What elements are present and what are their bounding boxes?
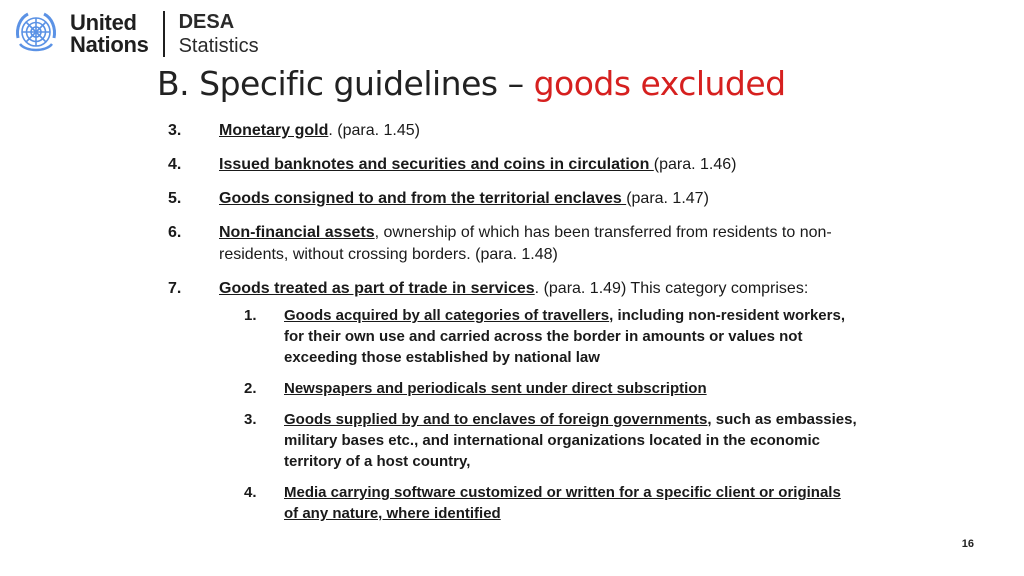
item-rest: , ownership of which has been transferred from residents to non-residents, without crossing borders. (para. 1.48)	[219, 224, 832, 263]
item-text	[219, 120, 858, 142]
sub-item-lead: Goods acquired by all categories of travellers	[284, 307, 610, 324]
item-number: 3.	[168, 122, 182, 139]
item-lead: Issued banknotes and securities and coins in circulation	[219, 156, 654, 173]
item-lead: Monetary gold	[219, 122, 329, 139]
item-number: 4.	[168, 156, 182, 173]
item-number: 7.	[168, 280, 182, 297]
sub-item-number: 4.	[244, 484, 257, 501]
item-rest: (para. 1.47)	[626, 190, 709, 207]
title-accent: goods excluded	[533, 64, 786, 103]
sub-item-lead: Goods supplied by and to enclaves of foreign governments	[284, 411, 708, 428]
sub-item-number: 2.	[244, 380, 257, 397]
sub-item-rest: , including non-resident workers, for their own use and carried across the border in amounts or values not exceeding those established by national law	[284, 307, 845, 366]
list-item	[168, 154, 858, 176]
org-line-1: United	[70, 10, 137, 35]
item-rest: . (para. 1.45)	[328, 122, 420, 139]
item-rest: (para. 1.46)	[653, 156, 737, 173]
header	[10, 8, 259, 60]
sub-list-item	[244, 409, 858, 472]
list-item	[168, 222, 858, 266]
item-text	[219, 154, 858, 176]
org-name	[70, 12, 149, 56]
sub-item-text	[284, 482, 858, 524]
sub-item-text	[284, 305, 858, 368]
list-item	[168, 120, 858, 142]
sub-item-lead: Newspapers and periodicals sent under direct subscription	[284, 380, 707, 397]
guidelines-list	[168, 120, 858, 546]
item-number: 6.	[168, 224, 182, 241]
title-main: B. Specific guidelines –	[157, 64, 534, 103]
item-lead: Non-financial assets	[219, 224, 375, 241]
sub-list-item	[244, 305, 858, 368]
org-line-2: Nations	[70, 32, 149, 57]
list-item	[168, 278, 858, 534]
item-text	[219, 278, 858, 534]
item-text	[219, 188, 858, 210]
header-divider	[163, 11, 165, 57]
sub-item-number: 3.	[244, 411, 257, 428]
sub-item-rest: , such as embassies, military bases etc., and international organizations located in the economic territory of a host country,	[284, 411, 857, 470]
item-text	[219, 222, 858, 266]
sub-list	[244, 305, 858, 524]
sub-item-lead: Media carrying software customized or written for a specific client or originals of any nature, where identified	[284, 484, 841, 522]
item-lead: Goods treated as part of trade in services	[219, 280, 535, 297]
item-rest: . (para. 1.49) This category comprises:	[534, 280, 809, 297]
sub-item-text	[284, 409, 858, 472]
slide-title	[157, 64, 786, 103]
sub-item-text	[284, 378, 707, 399]
sub-list-item	[244, 378, 858, 399]
sub-list-item	[244, 482, 858, 524]
list-item	[168, 188, 858, 210]
sub-item-number: 1.	[244, 307, 257, 324]
item-number: 5.	[168, 190, 182, 207]
un-emblem-icon	[10, 8, 62, 60]
item-lead: Goods consigned to and from the territorial enclaves	[219, 190, 627, 207]
dept-line-2: Statistics	[178, 35, 259, 57]
dept-line-1: DESA	[178, 11, 235, 33]
page-number: 16	[961, 538, 974, 550]
department	[179, 10, 259, 58]
